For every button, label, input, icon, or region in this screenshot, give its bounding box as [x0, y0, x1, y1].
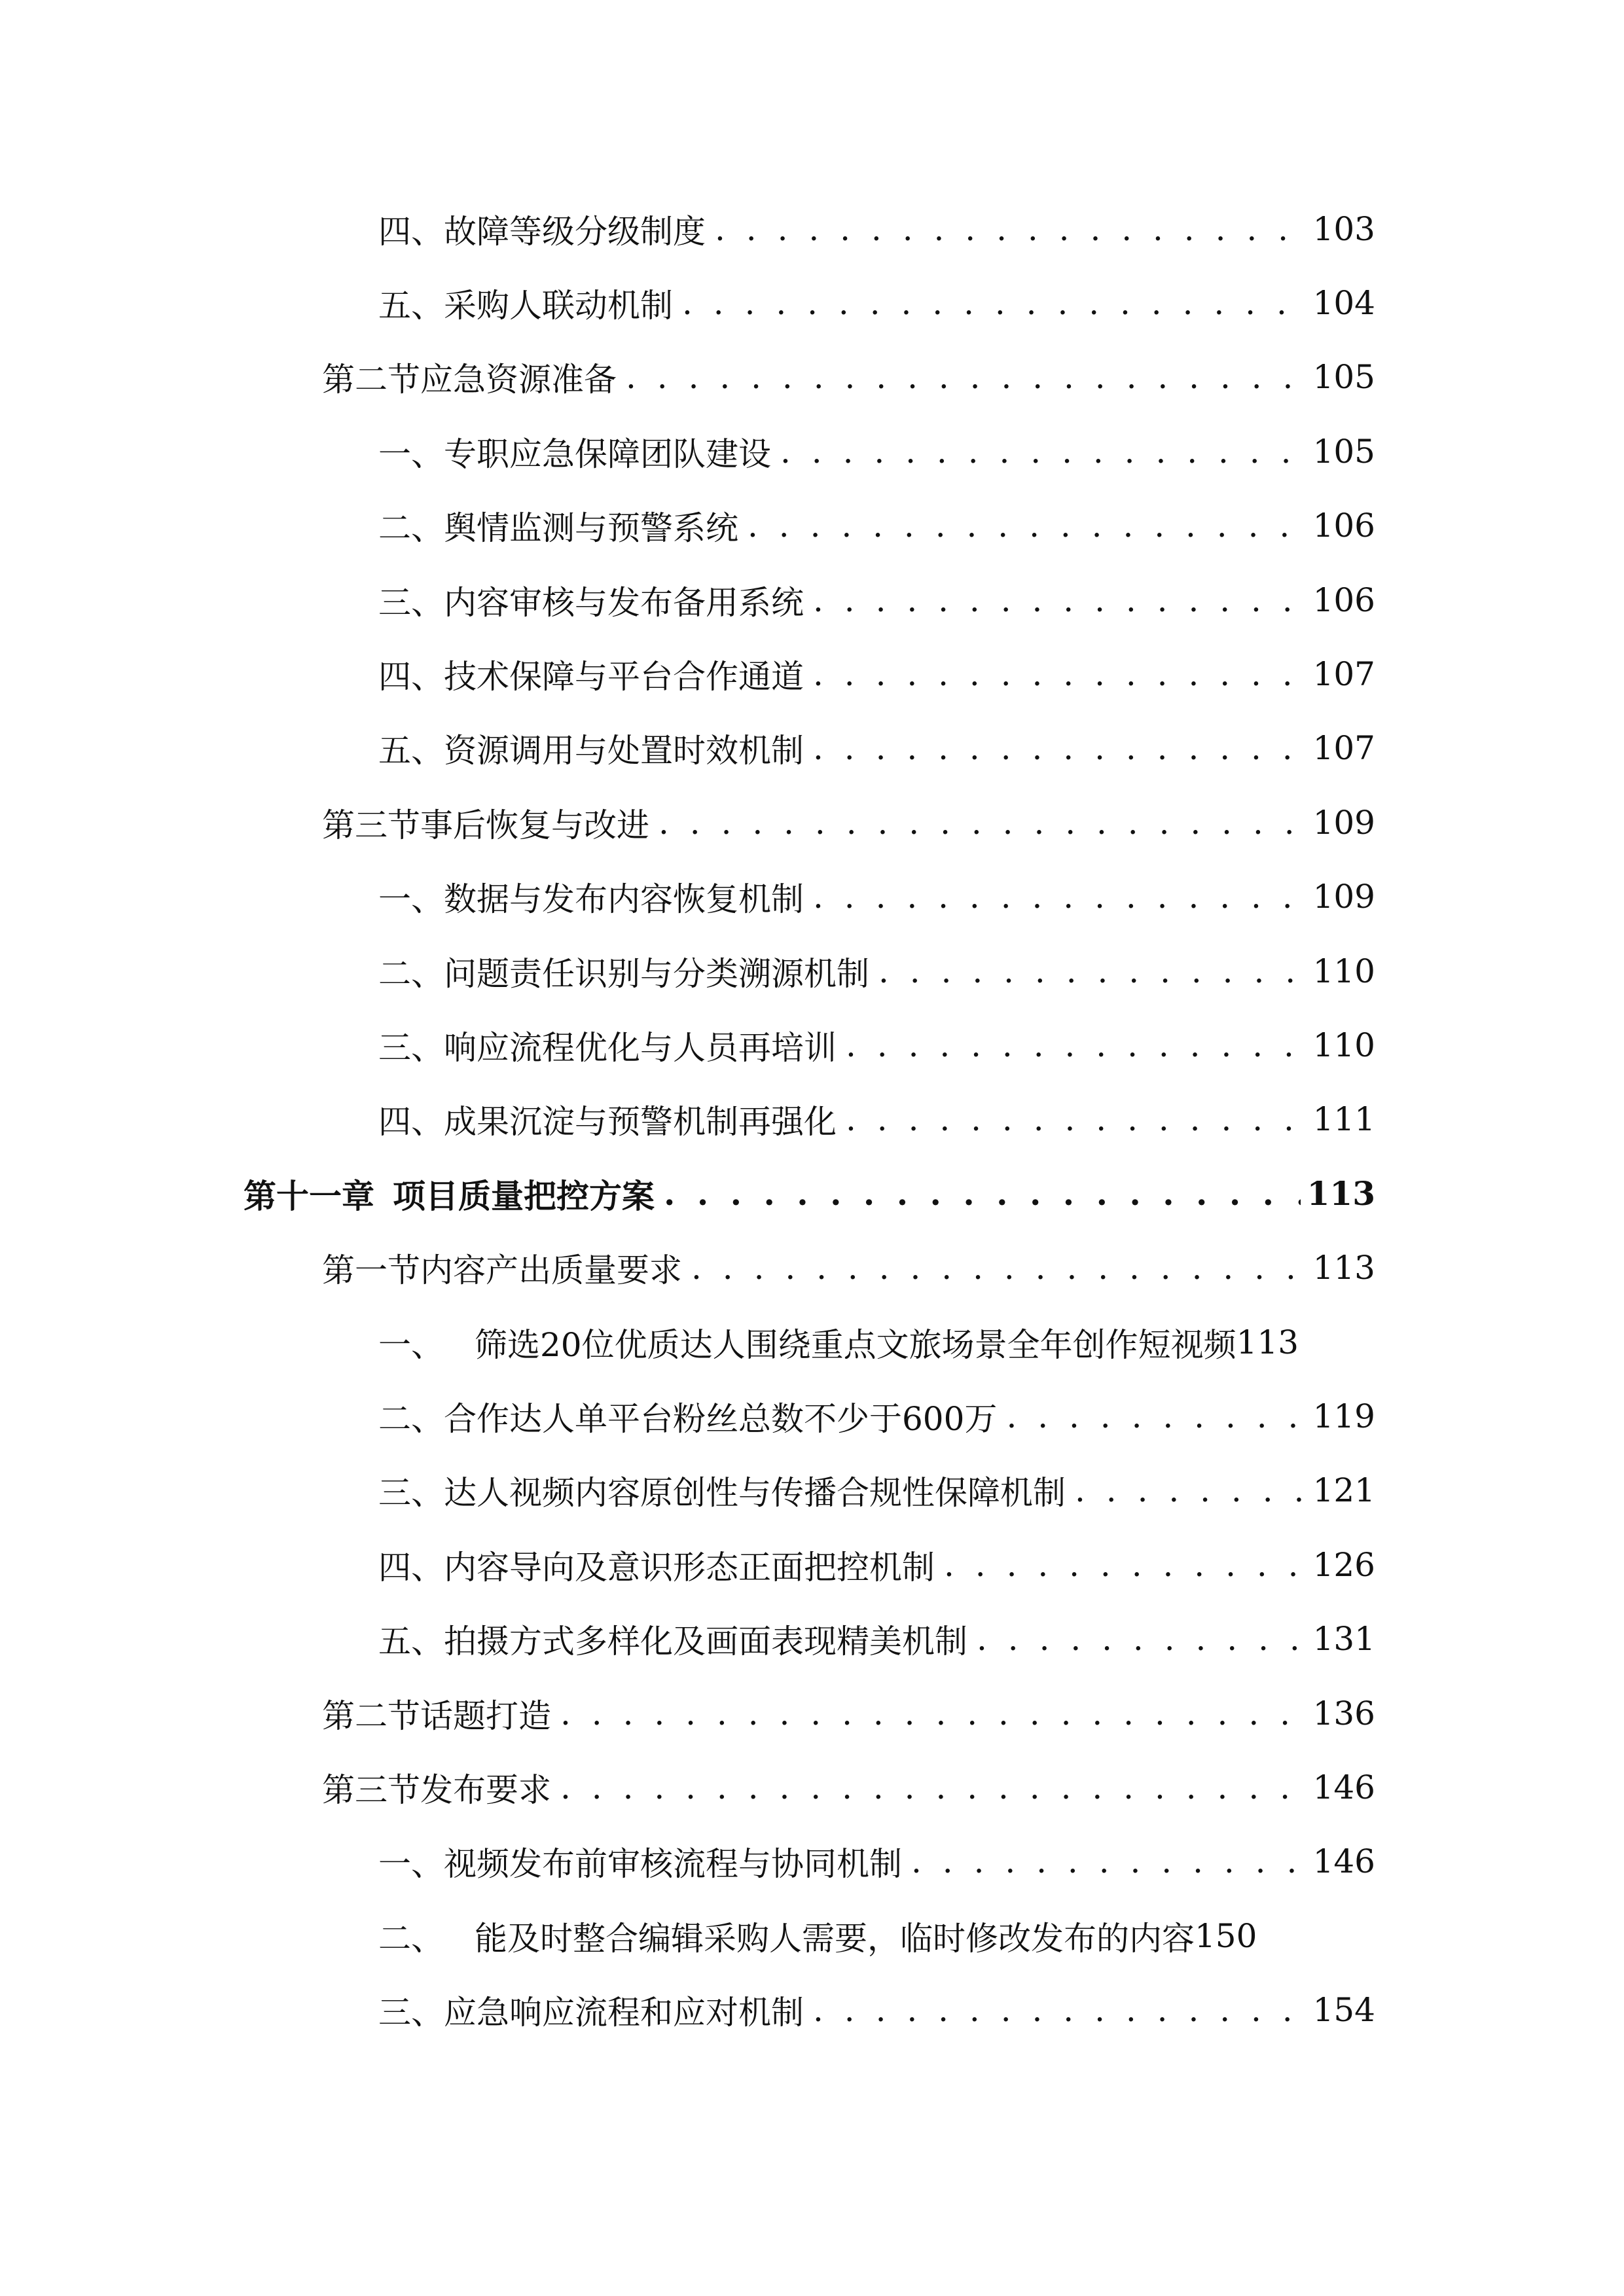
toc-entry[interactable] [0, 1157, 1624, 1230]
toc-entry-number: 一、 [378, 1845, 444, 1884]
toc-entry-title: 采购人联动机制 [444, 287, 673, 325]
toc-entry[interactable] [0, 1083, 1624, 1157]
toc-entry-page-number: 107 [1312, 655, 1375, 694]
toc-entry[interactable] [0, 563, 1624, 637]
toc-entry-title: 筛选20位优质达人围绕重点文旅场景全年创作短视频 [475, 1325, 1236, 1364]
toc-entry-number: 第二节 [322, 361, 420, 399]
toc-entry-title: 能及时整合编辑采购人需要，临时修改发布的内容 [475, 1919, 1195, 1958]
toc-entry-page-number: 150 [1195, 1916, 1257, 1955]
toc-entry-title: 内容导向及意识形态正面把控机制 [444, 1548, 935, 1587]
toc-dot-leader [977, 1620, 1307, 1658]
toc-dot-leader [682, 284, 1307, 322]
toc-entry[interactable] [0, 860, 1624, 934]
toc-entry-title: 应急响应流程和应对机制 [444, 1994, 804, 2032]
toc-entry-title: 问题责任识别与分类溯源机制 [444, 954, 869, 993]
toc-entry-page-number: 131 [1312, 1620, 1375, 1659]
toc-dot-leader [664, 1174, 1301, 1213]
toc-entry-page-number: 121 [1312, 1471, 1375, 1510]
toc-entry[interactable] [0, 1230, 1624, 1304]
toc-entry[interactable] [0, 785, 1624, 859]
toc-entry-number: 三、 [378, 1994, 444, 2032]
toc-dot-leader [813, 581, 1307, 619]
toc-entry-title: 专职应急保障团队建设 [444, 435, 771, 473]
toc-entry-page-number: 111 [1312, 1100, 1375, 1139]
toc-entry-page-number: 136 [1312, 1694, 1375, 1732]
toc-dot-leader [878, 952, 1307, 990]
toc-entry-number: 四、 [378, 1548, 444, 1587]
toc-dot-leader [626, 358, 1307, 396]
toc-entry-page-number: 113 [1307, 1174, 1375, 1213]
toc-entry-number: 第三节 [322, 806, 420, 844]
toc-entry-page-number: 107 [1312, 729, 1375, 768]
toc-entry-number: 第一节 [322, 1251, 420, 1290]
toc-entry-page-number: 106 [1312, 581, 1375, 619]
toc-entry-page-number: 113 [1312, 1249, 1375, 1287]
toc-entry-title: 舆情监测与预警系统 [444, 509, 738, 548]
toc-entry-number: 二、 [378, 1399, 444, 1438]
toc-entry-title: 技术保障与平台合作通道 [444, 658, 804, 696]
toc-dot-leader [846, 1100, 1307, 1138]
toc-entry[interactable] [0, 1825, 1624, 1899]
toc-entry-page-number: 154 [1312, 1991, 1375, 2030]
toc-entry-title: 发布要求 [420, 1770, 551, 1809]
toc-dot-leader [944, 1546, 1307, 1584]
toc-entry-number: 四、 [378, 1103, 444, 1141]
toc-entry-title: 视频发布前审核流程与协同机制 [444, 1845, 902, 1884]
toc-dot-leader [748, 507, 1307, 545]
toc-dot-leader [911, 1842, 1307, 1880]
toc-entry-page-number: 109 [1312, 803, 1375, 842]
toc-entry-title: 成果沉淀与预警机制再强化 [444, 1103, 837, 1141]
toc-entry[interactable] [0, 1602, 1624, 1676]
toc-entry[interactable] [0, 1008, 1624, 1082]
toc-entry-title: 合作达人单平台粉丝总数不少于600万 [444, 1399, 998, 1438]
toc-entry-number: 二、 [378, 509, 444, 548]
toc-entry[interactable] [0, 1305, 1624, 1379]
toc-entry-page-number: 110 [1312, 952, 1375, 990]
toc-entry-number: 一、 [378, 435, 444, 473]
toc-dot-leader [813, 729, 1307, 767]
toc-entry-number: 三、 [378, 583, 444, 622]
toc-dot-leader [715, 210, 1307, 248]
toc-entry-page-number: 113 [1236, 1323, 1299, 1361]
toc-entry[interactable] [0, 1750, 1624, 1824]
toc-entry-page-number: 119 [1312, 1397, 1375, 1435]
toc-entry-title: 应急资源准备 [420, 361, 617, 399]
toc-dot-leader [846, 1026, 1307, 1064]
toc-dot-leader [813, 878, 1307, 916]
toc-dot-leader [1075, 1471, 1307, 1509]
toc-entry-title: 事后恢复与改进 [420, 806, 649, 844]
toc-entry-title: 拍摄方式多样化及画面表现精美机制 [444, 1623, 967, 1661]
toc-dot-leader [560, 1768, 1307, 1806]
toc-entry[interactable] [0, 637, 1624, 711]
toc-dot-leader [813, 1991, 1307, 2029]
toc-entry[interactable] [0, 192, 1624, 266]
toc-entry-page-number: 103 [1312, 209, 1375, 248]
toc-entry-number: 三、 [378, 1474, 444, 1513]
toc-entry-number: 一、 [378, 1325, 444, 1364]
toc-entry[interactable] [0, 1676, 1624, 1750]
toc-entry-page-number: 105 [1312, 432, 1375, 471]
toc-entry[interactable] [0, 340, 1624, 414]
toc-entry-number: 五、 [378, 287, 444, 325]
toc-entry-page-number: 146 [1312, 1768, 1375, 1806]
toc-entry-title: 响应流程优化与人员再培训 [444, 1028, 837, 1067]
toc-entry-number: 第二节 [322, 1696, 420, 1735]
toc-entry-title: 故障等级分级制度 [444, 212, 706, 251]
toc-dot-leader [813, 655, 1307, 693]
table-of-contents [0, 192, 1624, 2047]
toc-entry-number: 一、 [378, 880, 444, 919]
toc-entry-number: 五、 [378, 732, 444, 770]
toc-entry-number: 二、 [378, 954, 444, 993]
toc-dot-leader [560, 1695, 1307, 1732]
toc-entry[interactable] [0, 266, 1624, 340]
toc-dot-leader [691, 1249, 1307, 1287]
toc-entry-title: 达人视频内容原创性与传播合规性保障机制 [444, 1474, 1066, 1513]
toc-entry-title: 项目质量把控方案 [393, 1176, 655, 1215]
toc-entry-number: 五、 [378, 1623, 444, 1661]
toc-dot-leader [659, 804, 1307, 842]
toc-entry-number: 第十一章 [244, 1176, 374, 1215]
toc-entry[interactable] [0, 1454, 1624, 1528]
toc-dot-leader [1006, 1397, 1306, 1435]
toc-entry-page-number: 106 [1312, 507, 1375, 545]
toc-entry-number: 第三节 [322, 1770, 420, 1809]
toc-entry[interactable] [0, 711, 1624, 785]
toc-entry-title: 资源调用与处置时效机制 [444, 732, 804, 770]
toc-entry[interactable] [0, 1379, 1624, 1453]
toc-entry[interactable] [0, 1973, 1624, 2047]
toc-entry-page-number: 126 [1312, 1545, 1375, 1584]
toc-entry[interactable] [0, 1528, 1624, 1602]
toc-entry-number: 三、 [378, 1028, 444, 1067]
toc-entry-title: 内容审核与发布备用系统 [444, 583, 804, 622]
toc-entry-number: 四、 [378, 212, 444, 251]
toc-entry-title: 内容产出质量要求 [420, 1251, 682, 1290]
toc-dot-leader [780, 433, 1307, 471]
toc-entry[interactable] [0, 1899, 1624, 1973]
toc-entry-title: 数据与发布内容恢复机制 [444, 880, 804, 919]
toc-entry-page-number: 105 [1312, 358, 1375, 397]
toc-entry-page-number: 110 [1312, 1026, 1375, 1064]
toc-entry[interactable] [0, 934, 1624, 1008]
toc-entry[interactable] [0, 414, 1624, 488]
toc-entry-number: 二、 [378, 1919, 444, 1958]
toc-entry-title: 话题打造 [420, 1696, 551, 1735]
toc-entry-number: 四、 [378, 658, 444, 696]
toc-entry-page-number: 109 [1312, 878, 1375, 916]
toc-entry[interactable] [0, 489, 1624, 563]
toc-entry-page-number: 146 [1312, 1842, 1375, 1881]
toc-entry-page-number: 104 [1312, 284, 1375, 323]
